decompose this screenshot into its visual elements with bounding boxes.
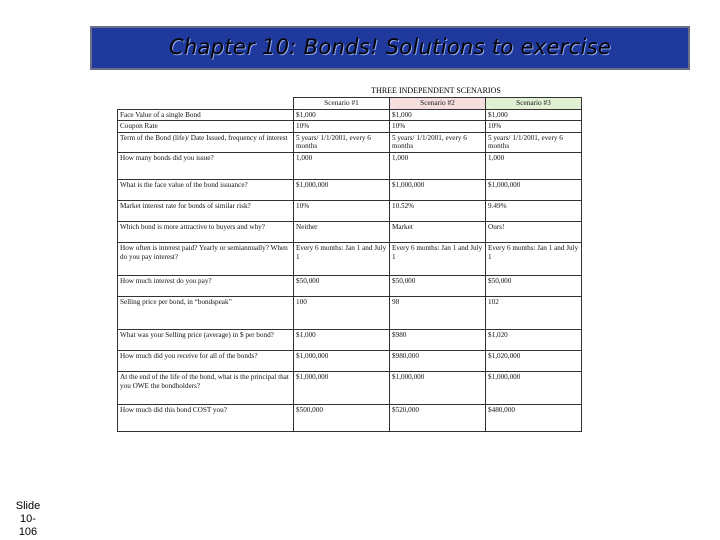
table-row: [118, 152, 582, 179]
row-label: Selling price per bond, in “bondspeak”: [118, 296, 294, 329]
cell-scenario-2: $1,000,000: [390, 179, 486, 200]
cell-scenario-1: $1,000,000: [294, 350, 390, 371]
row-label: At the end of the life of the bond, what is the principal that you OWE the bondholders?: [118, 371, 294, 404]
row-label: What was your Selling price (average) in $ per bond?: [118, 329, 294, 350]
cell-scenario-2: $980: [390, 329, 486, 350]
slide-label: Slide: [15, 500, 41, 512]
cell-scenario-1: Neither: [294, 221, 390, 242]
table-row: [118, 296, 582, 329]
cell-scenario-1: 10%: [294, 121, 390, 133]
cell-scenario-2: 10%: [390, 121, 486, 133]
row-label: How much did you receive for all of the bonds?: [118, 350, 294, 371]
table-header-row: [118, 98, 582, 110]
column-header-scenario-3: Scenario #3: [486, 98, 582, 110]
cell-scenario-2: 1,000: [390, 152, 486, 179]
header-blank-cell: [118, 98, 294, 110]
table-row: [118, 179, 582, 200]
slide-number: [8, 500, 48, 539]
cell-scenario-3: $1,020: [486, 329, 582, 350]
cell-scenario-3: $1,000: [486, 109, 582, 121]
cell-scenario-2: $980,000: [390, 350, 486, 371]
cell-scenario-1: $500,000: [294, 404, 390, 431]
table-row: [118, 200, 582, 221]
row-label: What is the face value of the bond issuance?: [118, 179, 294, 200]
table-row: [118, 350, 582, 371]
cell-scenario-3: 9.49%: [486, 200, 582, 221]
row-label: Term of the Bond (life)/ Date Issued, frequency of interest: [118, 132, 294, 152]
cell-scenario-1: 5 years/ 1/1/2001, every 6 months: [294, 132, 390, 152]
cell-scenario-3: Every 6 months: Jan 1 and July 1: [486, 242, 582, 275]
cell-scenario-2: $50,000: [390, 275, 486, 296]
row-label: How much interest do you pay?: [118, 275, 294, 296]
slide-page: 106: [18, 526, 38, 538]
table-row: [118, 221, 582, 242]
row-label: Market interest rate for bonds of similar risk?: [118, 200, 294, 221]
cell-scenario-3: 1,000: [486, 152, 582, 179]
cell-scenario-2: $520,000: [390, 404, 486, 431]
cell-scenario-2: Market: [390, 221, 486, 242]
row-label: Face Value of a single Bond: [118, 109, 294, 121]
scenarios-table: [117, 97, 582, 432]
table-caption: THREE INDEPENDENT SCENARIOS: [371, 86, 501, 95]
table-row: [118, 132, 582, 152]
cell-scenario-1: $50,000: [294, 275, 390, 296]
cell-scenario-3: 102: [486, 296, 582, 329]
table-row: [118, 109, 582, 121]
cell-scenario-1: 100: [294, 296, 390, 329]
cell-scenario-1: Every 6 months: Jan 1 and July 1: [294, 242, 390, 275]
table-row: [118, 121, 582, 133]
row-label: Which bond is more attractive to buyers and why?: [118, 221, 294, 242]
cell-scenario-2: 5 years/ 1/1/2001, every 6 months: [390, 132, 486, 152]
row-label: Coupon Rate: [118, 121, 294, 133]
cell-scenario-3: $1,020,000: [486, 350, 582, 371]
cell-scenario-1: $1,000,000: [294, 179, 390, 200]
cell-scenario-3: 5 years/ 1/1/2001, every 6 months: [486, 132, 582, 152]
cell-scenario-1: 1,000: [294, 152, 390, 179]
table-body: [118, 109, 582, 431]
cell-scenario-1: 10%: [294, 200, 390, 221]
cell-scenario-1: $1,000,000: [294, 371, 390, 404]
table-row: [118, 404, 582, 431]
cell-scenario-1: $1,000: [294, 109, 390, 121]
table-row: [118, 242, 582, 275]
row-label: How much did this bond COST you?: [118, 404, 294, 431]
cell-scenario-2: $1,000: [390, 109, 486, 121]
table-row: [118, 275, 582, 296]
row-label: How often is interest paid? Yearly or semiannually? When do you pay interest?: [118, 242, 294, 275]
cell-scenario-2: 98: [390, 296, 486, 329]
page-title: Chapter 10: Bonds! Solutions to exercise: [168, 35, 612, 59]
title-banner: [90, 26, 690, 70]
cell-scenario-2: 10.52%: [390, 200, 486, 221]
cell-scenario-3: $480,000: [486, 404, 582, 431]
table-row: [118, 329, 582, 350]
column-header-scenario-1: Scenario #1: [294, 98, 390, 110]
column-header-scenario-2: Scenario #2: [390, 98, 486, 110]
cell-scenario-3: 10%: [486, 121, 582, 133]
cell-scenario-3: Ours!: [486, 221, 582, 242]
row-label: How many bonds did you issue?: [118, 152, 294, 179]
slide-chapter: 10-: [20, 513, 36, 525]
cell-scenario-2: $1,000,000: [390, 371, 486, 404]
cell-scenario-3: $1,000,000: [486, 371, 582, 404]
cell-scenario-3: $50,000: [486, 275, 582, 296]
cell-scenario-3: $1,000,000: [486, 179, 582, 200]
table-row: [118, 371, 582, 404]
cell-scenario-2: Every 6 months: Jan 1 and July 1: [390, 242, 486, 275]
cell-scenario-1: $1,000: [294, 329, 390, 350]
